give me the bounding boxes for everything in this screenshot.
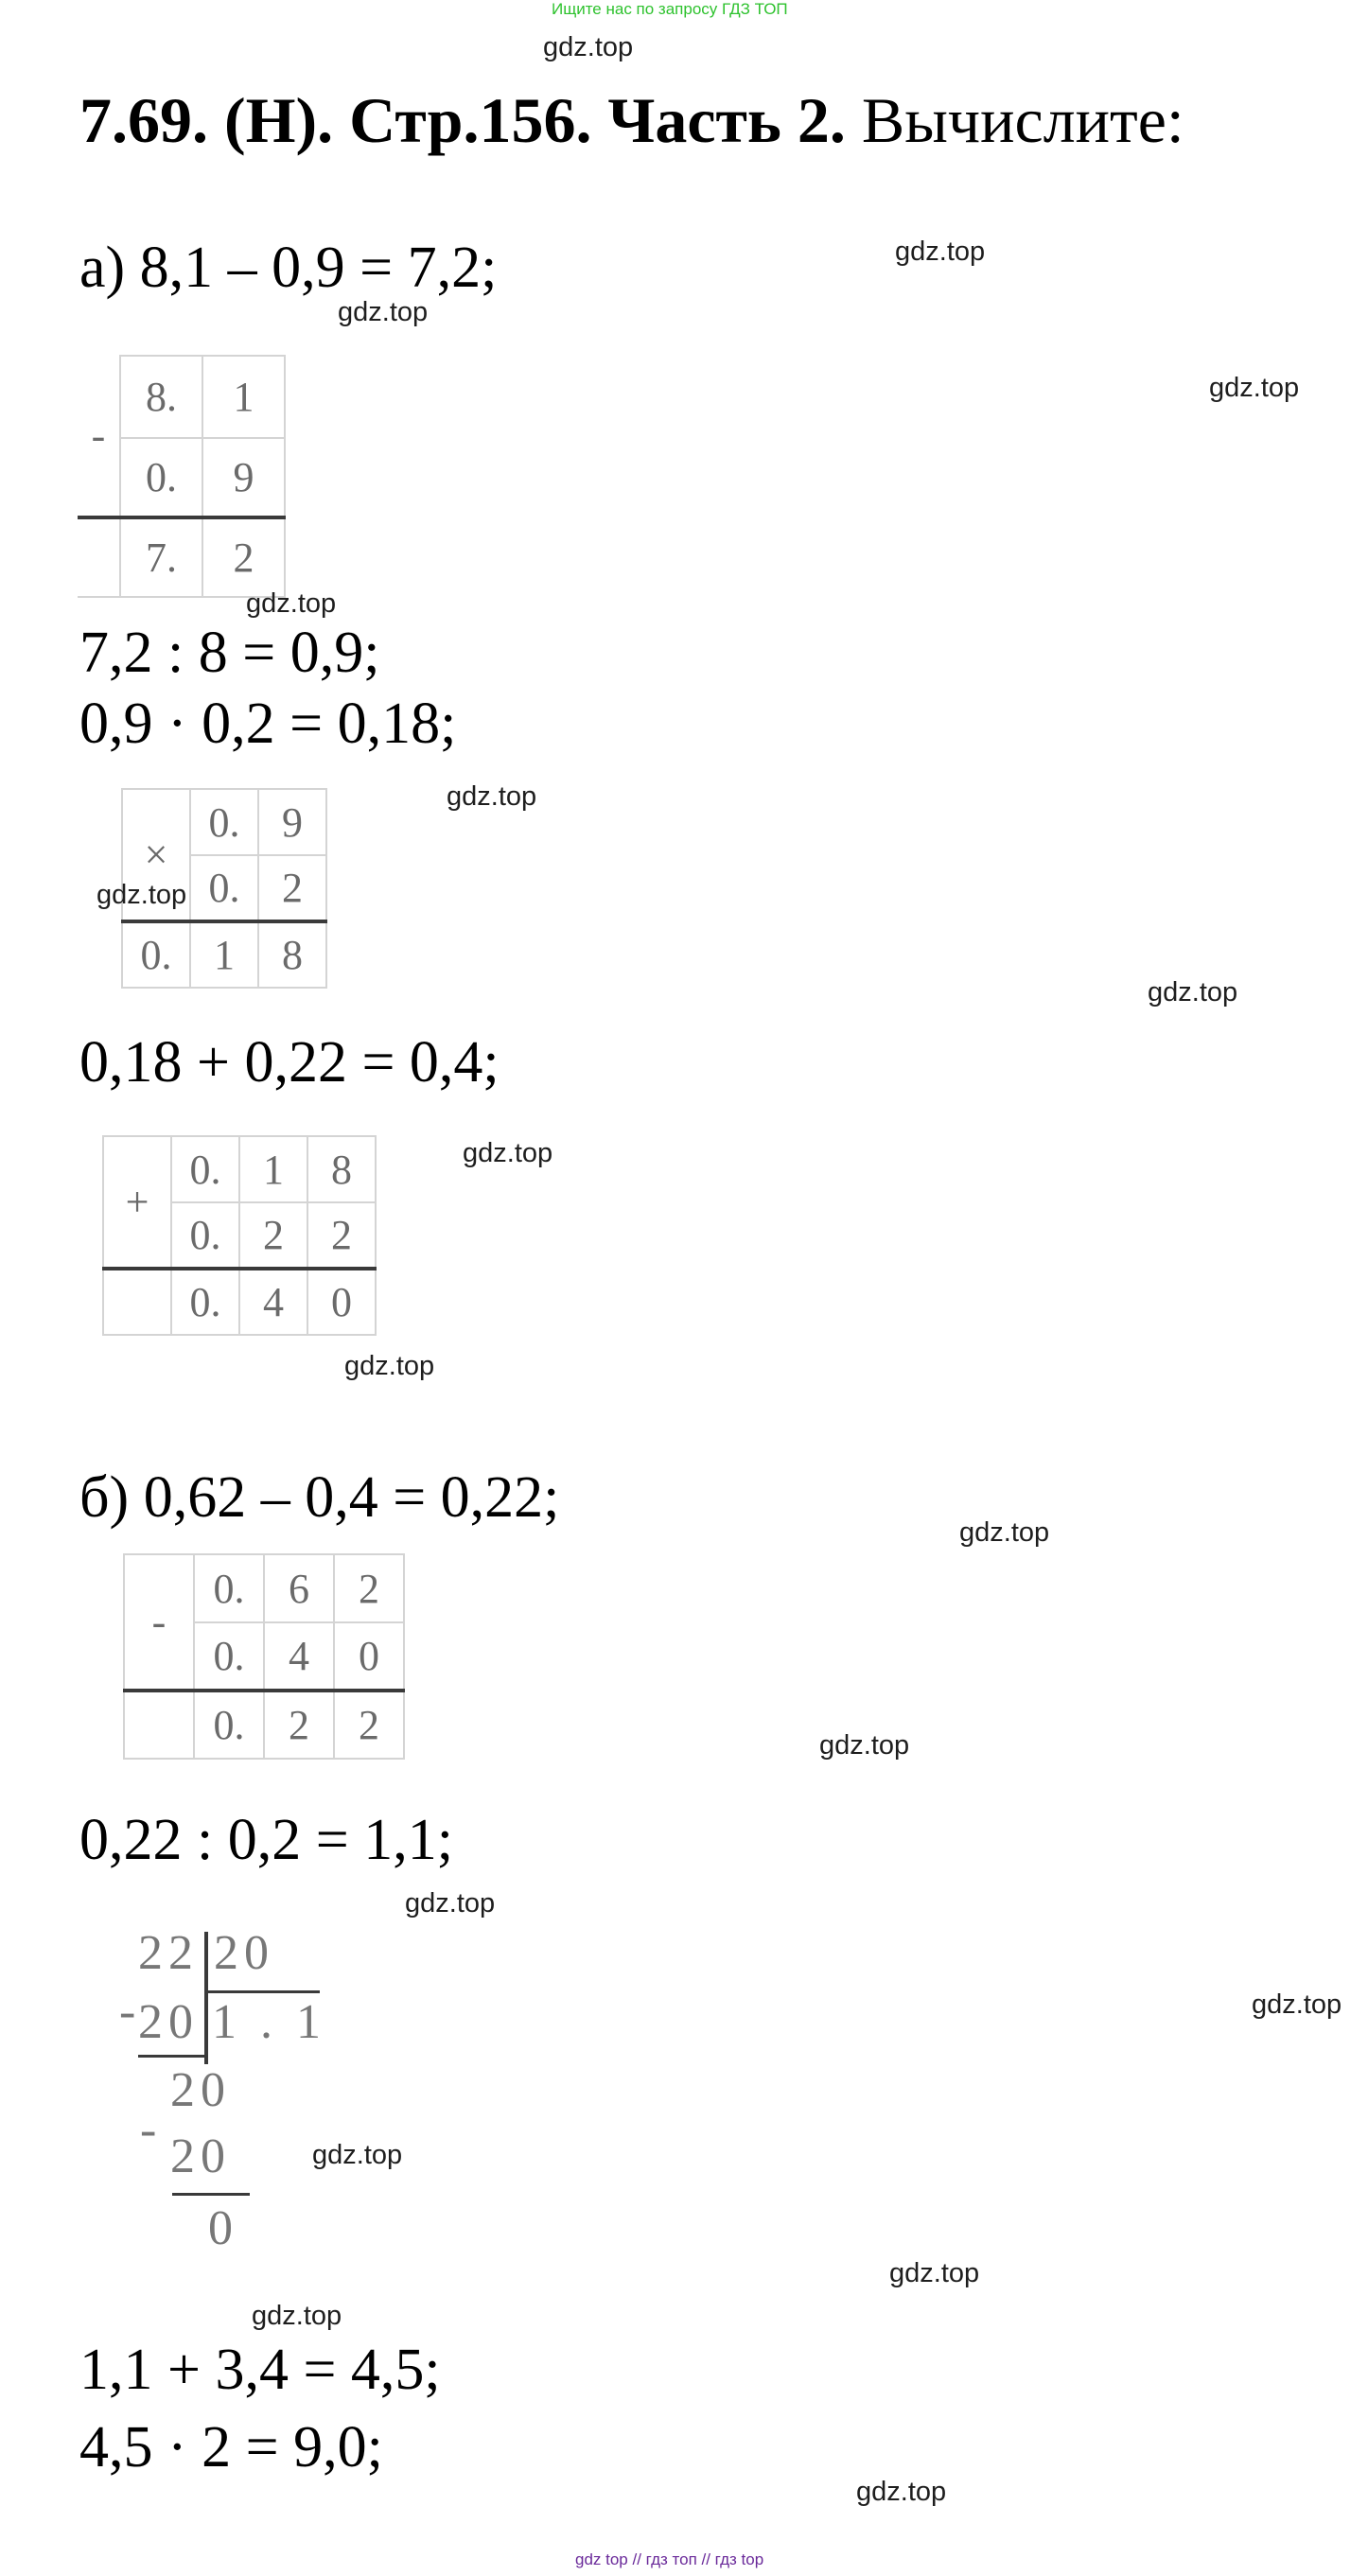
equation-b3: 1,1 + 3,4 = 4,5; [79,2338,441,2402]
watermark: gdz.top [246,588,337,619]
grid-cell: 0. [190,789,258,855]
column-subtraction-b [123,1553,405,1760]
addition-sign: + [103,1136,171,1269]
dividend: 22 [138,1926,199,1980]
grid-cell: 8. [120,356,202,438]
grid-cell: 1 [202,356,285,438]
promo-link[interactable]: Ищите нас по запросу ГДЗ ТОП [552,0,788,18]
watermark: gdz.top [447,781,537,812]
grid-cell: 9 [258,789,326,855]
grid-cell: 2 [202,517,285,597]
exercise-task: Вычислите: [861,84,1184,156]
watermark: gdz.top [405,1888,496,1919]
grid-cell: 0. [120,438,202,517]
grid-cell: 0. [171,1269,239,1335]
footer-links[interactable]: gdz top // гдз топ // гдз top [575,2550,764,2568]
grid-cell: 0. [190,855,258,921]
grid-cell: 4 [264,1622,334,1691]
quotient: 1 . 1 [212,1995,326,2049]
grid-cell: 0. [171,1202,239,1269]
grid-cell: 2 [334,1691,404,1759]
grid-cell: 0 [334,1622,404,1691]
watermark: gdz.top [856,2477,947,2507]
quotient-bar [204,1990,320,1993]
grid-cell: 0. [194,1622,264,1691]
watermark: gdz.top [1209,373,1300,403]
grid-cell: 0. [194,1554,264,1622]
watermark: gdz.top [312,2140,403,2170]
remainder-1: 20 [170,2063,231,2117]
grid-cell: 8 [258,921,326,988]
watermark: gdz.top [344,1351,435,1381]
equation-a3: 0,9 · 0,2 = 0,18; [79,692,457,756]
grid-cell: 1 [239,1136,307,1202]
page-title [79,83,1184,158]
divisor: 20 [214,1926,274,1980]
watermark: gdz.top [819,1730,910,1761]
subtraction-sign: - [78,356,120,517]
grid-cell: 2 [239,1202,307,1269]
equation-a1: а) 8,1 – 0,9 = 7,2; [79,236,498,300]
remainder-2: 0 [208,2201,238,2255]
grid-cell [78,517,120,597]
grid-cell: 0 [307,1269,376,1335]
grid-cell [103,1269,171,1335]
division-bar [204,1932,208,2064]
grid-cell: 2 [258,855,326,921]
watermark: gdz.top [1148,977,1238,1008]
equation-a2: 7,2 : 8 = 0,9; [79,621,380,685]
watermark: gdz.top [338,297,429,327]
grid-cell [124,1691,194,1759]
grid-cell: 0. [171,1136,239,1202]
subtraction-sign: - [124,1554,194,1691]
equation-b1: б) 0,62 – 0,4 = 0,22; [79,1465,560,1530]
watermark: gdz.top [96,880,187,910]
grid-cell: 8 [307,1136,376,1202]
subtrahend-2: 20 [170,2129,231,2183]
equation-a4: 0,18 + 0,22 = 0,4; [79,1030,500,1095]
grid-cell: 2 [264,1691,334,1759]
grid-cell: 6 [264,1554,334,1622]
equation-b4: 4,5 · 2 = 9,0; [79,2415,383,2480]
subtrahend-1: 20 [138,1995,199,2049]
grid-cell: 7. [120,517,202,597]
equation-b2: 0,22 : 0,2 = 1,1; [79,1808,453,1872]
minus-sign: - [119,1985,142,2039]
grid-cell: 4 [239,1269,307,1335]
grid-cell: 2 [334,1554,404,1622]
column-subtraction-a [78,355,286,598]
grid-cell: 1 [190,921,258,988]
division-line [172,2193,250,2196]
minus-sign: - [140,2103,163,2157]
watermark: gdz.top [463,1138,553,1168]
exercise-number: 7.69. (Н). Стр.156. Часть 2. [79,84,846,156]
grid-cell: 9 [202,438,285,517]
grid-cell: 0. [194,1691,264,1759]
watermark: gdz.top [1252,1989,1342,2020]
watermark: gdz.top [252,2301,342,2331]
multiplication-sign: × [122,789,190,921]
grid-cell: 2 [307,1202,376,1269]
watermark: gdz.top [959,1517,1050,1548]
watermark: gdz.top [895,237,986,267]
column-addition-a [102,1135,377,1336]
watermark: gdz.top [889,2258,980,2288]
division-line [138,2055,204,2058]
grid-cell: 0. [122,921,190,988]
watermark: gdz.top [543,32,634,62]
